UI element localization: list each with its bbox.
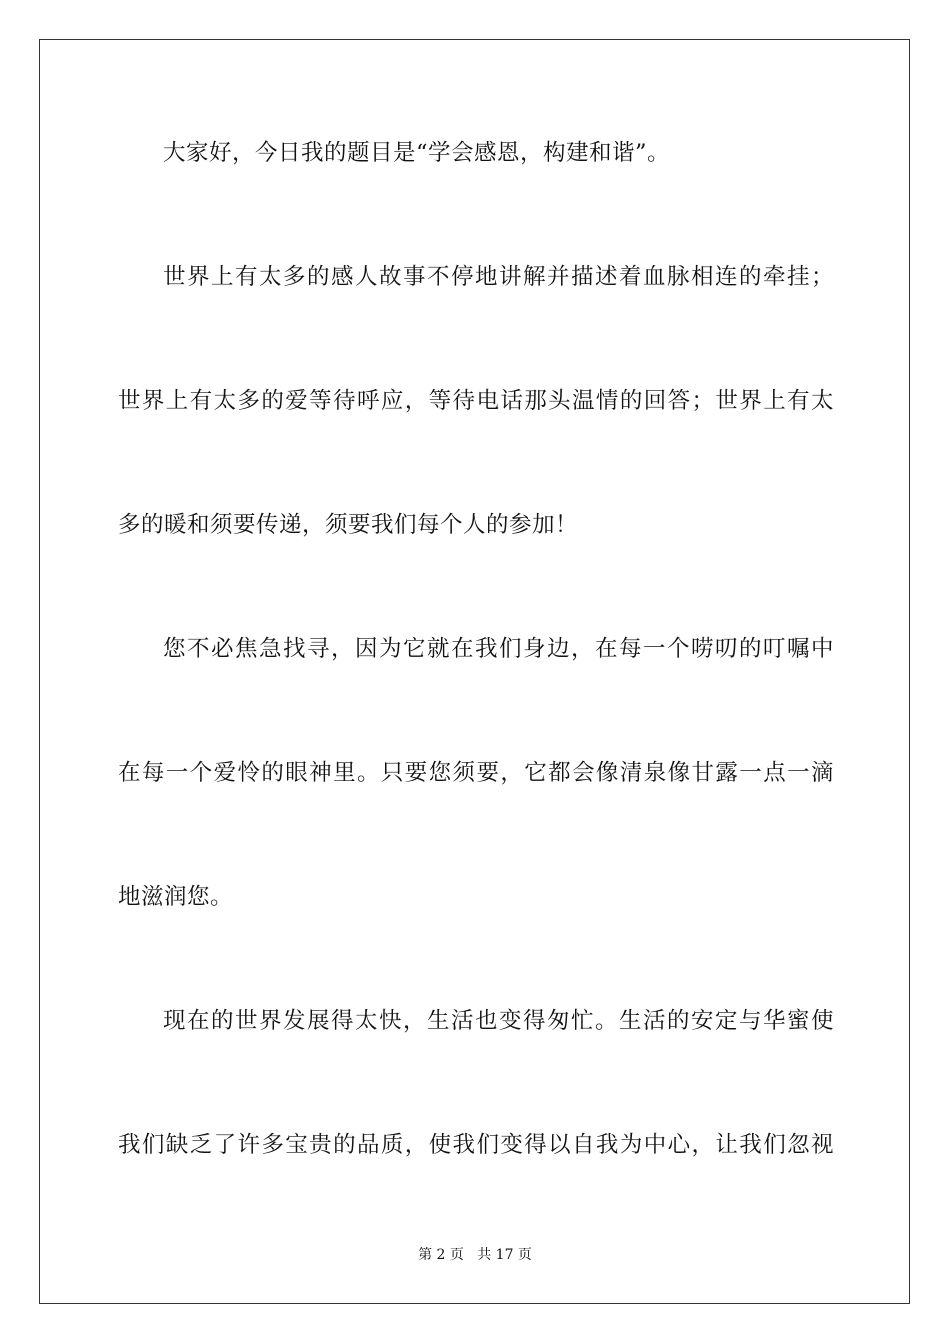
paragraph-line: 大家好，今日我的题目是“学会感恩，构建和谐”。 xyxy=(163,140,671,166)
paragraph-line: 世界上有太多的感人故事不停地讲解并描述着血脉相连的牵挂； xyxy=(163,264,834,290)
paragraph-line: 您不必焦急找寻，因为它就在我们身边，在每一个唠叨的叮嘱中 xyxy=(163,636,834,662)
page-number: 第 2 页 共 17 页 xyxy=(418,1247,532,1263)
paragraph-line: 在每一个爱怜的眼神里。只要您须要，它都会像清泉像甘露一点一滴 xyxy=(118,760,834,786)
paragraph-line: 地滋润您。 xyxy=(118,884,234,910)
paragraph-line: 世界上有太多的爱等待呼应，等待电话那头温情的回答；世界上有太 xyxy=(118,388,834,414)
paragraph-line: 我们缺乏了许多宝贵的品质，使我们变得以自我为中心，让我们忽视 xyxy=(118,1132,834,1158)
page-border xyxy=(39,39,910,1304)
paragraph-line: 现在的世界发展得太快，生活也变得匆忙。生活的安定与华蜜使 xyxy=(163,1008,834,1034)
paragraph-line: 多的暖和须要传递，须要我们每个人的参加！ xyxy=(118,512,579,538)
